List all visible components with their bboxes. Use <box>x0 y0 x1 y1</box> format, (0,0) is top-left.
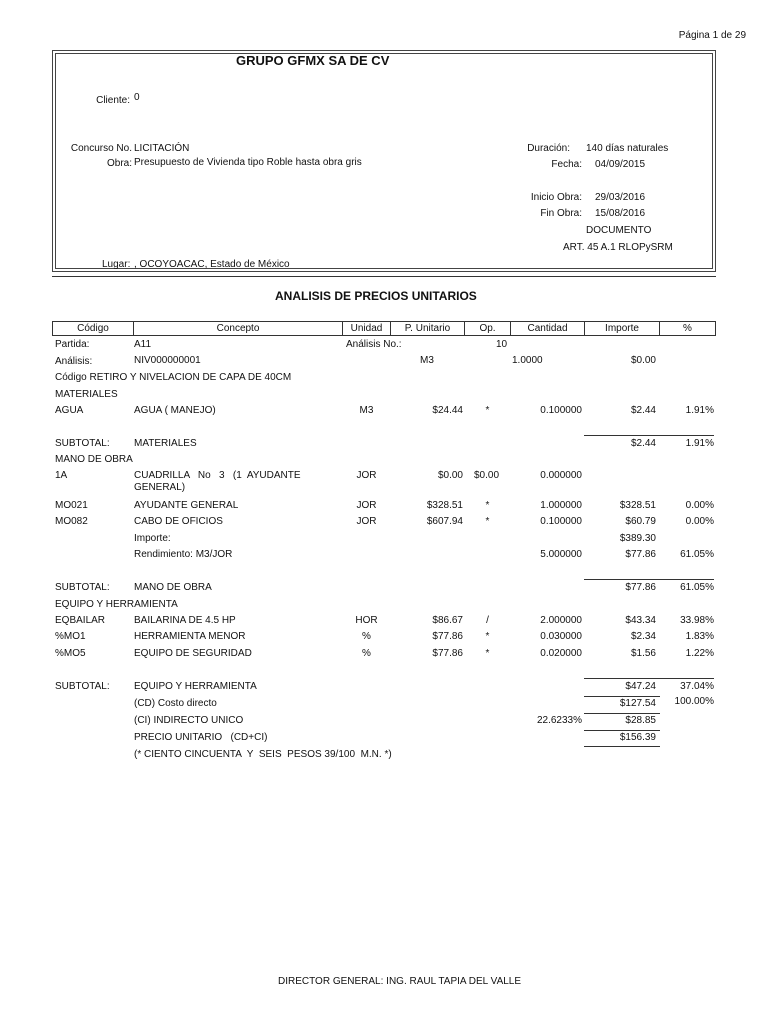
row-concept-continued: GENERAL) <box>134 482 186 493</box>
row-op: * <box>485 500 490 511</box>
row-code: 1A <box>55 470 68 481</box>
row-code: MO082 <box>55 516 88 527</box>
row-concept: HERRAMIENTA MENOR <box>134 631 246 642</box>
row-pu: $328.51 <box>426 500 463 511</box>
subtotal-rule <box>584 579 714 580</box>
subtotal-importe: $77.86 <box>625 582 656 593</box>
row-op: * <box>485 631 490 642</box>
row-pu: $24.44 <box>432 405 463 416</box>
row-pu: $607.94 <box>426 516 463 527</box>
row-unit: % <box>362 648 371 659</box>
partida-value: A11 <box>134 339 152 350</box>
row-unit: % <box>362 631 371 642</box>
importe-label: Importe: <box>134 533 171 544</box>
subtotal-name: MANO DE OBRA <box>134 582 212 593</box>
row-op: * <box>485 648 490 659</box>
subtotal-label: SUBTOTAL: <box>55 681 110 692</box>
ci-qty: 22.6233% <box>536 715 582 726</box>
row-pu: $0.00 <box>437 470 463 481</box>
precio-unitario-importe: $156.39 <box>619 732 656 743</box>
rendimiento-label: Rendimiento: M3/JOR <box>134 549 233 560</box>
rendimiento-pct: 61.05% <box>680 549 714 560</box>
row-importe: $60.79 <box>625 516 656 527</box>
totals-rule <box>584 713 660 714</box>
duracion-value: 140 días naturales <box>586 143 669 154</box>
subtotal-importe: $2.44 <box>630 438 656 449</box>
precio-unitario-label: PRECIO UNITARIO (CD+CI) <box>134 732 268 743</box>
ci-importe: $28.85 <box>625 715 656 726</box>
row-qty: 1.000000 <box>540 500 582 511</box>
analisis-label: Análisis: <box>55 356 93 367</box>
row-concept: BAILARINA DE 4.5 HP <box>134 615 236 626</box>
row-qty: 0.100000 <box>540 516 582 527</box>
documento-label: DOCUMENTO <box>586 225 652 236</box>
obra-value: Presupuesto de Vivienda tipo Roble hasta obra gris <box>134 157 362 168</box>
col-header-punitario: P. Unitario <box>390 321 465 336</box>
analisis-qty: 1.0000 <box>512 355 543 366</box>
row-pct: 0.00% <box>685 516 714 527</box>
obra-label: Obra: <box>106 158 132 169</box>
subtotal-rule <box>584 678 714 679</box>
inicio-label: Inicio Obra: <box>530 192 582 203</box>
footer-signature: DIRECTOR GENERAL: ING. RAUL TAPIA DEL VALLE <box>278 976 522 987</box>
row-concept: AGUA ( MANEJO) <box>134 405 216 416</box>
row-unit: JOR <box>356 516 377 527</box>
row-importe: $1.56 <box>630 648 656 659</box>
row-code: %MO5 <box>55 648 86 659</box>
cliente-value: 0 <box>134 92 140 103</box>
rendimiento-qty: 5.000000 <box>540 549 582 560</box>
mano-obra-heading: MANO DE OBRA <box>55 454 133 465</box>
row-pu: $77.86 <box>432 648 463 659</box>
cd-pct: 100.00% <box>674 696 714 707</box>
row-importe: $43.34 <box>625 615 656 626</box>
col-header-cantidad: Cantidad <box>510 321 585 336</box>
ci-label: (CI) INDIRECTO UNICO <box>134 715 244 726</box>
row-concept: CUADRILLA No 3 (1 AYUDANTE <box>134 470 301 481</box>
col-header-concepto: Concepto <box>133 321 343 336</box>
totals-rule <box>584 746 660 747</box>
row-code: EQBAILAR <box>55 615 106 626</box>
importe-value: $389.30 <box>619 533 656 544</box>
subtotal-pct: 61.05% <box>680 582 714 593</box>
totals-rule <box>584 730 660 731</box>
concurso-label: Concurso No. <box>70 143 132 154</box>
lugar-label: Lugar: <box>102 259 131 270</box>
row-unit: HOR <box>355 615 378 626</box>
col-header-unidad: Unidad <box>342 321 391 336</box>
lugar-value: , OCOYOACAC, Estado de México <box>134 259 290 270</box>
subtotal-name: MATERIALES <box>134 438 197 449</box>
fecha-value: 04/09/2015 <box>595 159 646 170</box>
fecha-label: Fecha: <box>551 159 582 170</box>
row-concept: CABO DE OFICIOS <box>134 516 223 527</box>
subtotal-label: SUBTOTAL: <box>55 438 110 449</box>
cd-importe: $127.54 <box>619 698 656 709</box>
row-unit: JOR <box>356 470 377 481</box>
row-qty: 2.000000 <box>540 615 582 626</box>
row-unit: JOR <box>356 500 377 511</box>
inicio-value: 29/03/2016 <box>595 192 646 203</box>
subtotal-importe: $47.24 <box>625 681 656 692</box>
row-pct: 1.83% <box>685 631 714 642</box>
codigo-description: Código RETIRO Y NIVELACION DE CAPA DE 40CM <box>55 372 292 383</box>
row-importe: $2.34 <box>630 631 656 642</box>
rendimiento-importe: $77.86 <box>625 549 656 560</box>
cd-label: (CD) Costo directo <box>134 698 217 709</box>
company-name: GRUPO GFMX SA DE CV <box>236 53 390 68</box>
row-pct: 0.00% <box>685 500 714 511</box>
row-concept: EQUIPO DE SEGURIDAD <box>134 648 252 659</box>
row-code: AGUA <box>55 405 84 416</box>
row-unit: M3 <box>359 405 374 416</box>
analisis-no-value: 10 <box>496 339 508 350</box>
cliente-label: Cliente: <box>96 95 130 106</box>
page-number: Página 1 de 29 <box>678 30 746 41</box>
col-header-codigo: Código <box>52 321 134 336</box>
subtotal-pct: 37.04% <box>680 681 714 692</box>
concurso-value: LICITACIÓN <box>134 143 190 154</box>
partida-label: Partida: <box>55 339 90 350</box>
fin-label: Fin Obra: <box>540 208 582 219</box>
analisis-value: NIV000000001 <box>134 355 201 366</box>
row-importe: $2.44 <box>630 405 656 416</box>
subtotal-name: EQUIPO Y HERRAMIENTA <box>134 681 257 692</box>
row-op: * <box>485 516 490 527</box>
row-code: MO021 <box>55 500 88 511</box>
articulo-label: ART. 45 A.1 RLOPySRM <box>563 242 673 253</box>
analisis-unit: M3 <box>420 355 434 366</box>
row-op: / <box>486 615 489 626</box>
analisis-no-label: Análisis No.: <box>346 339 402 350</box>
row-pu: $77.86 <box>432 631 463 642</box>
header-rule <box>52 276 716 277</box>
col-header-op: Op. <box>464 321 511 336</box>
row-code: %MO1 <box>55 631 86 642</box>
row-pu: $86.67 <box>432 615 463 626</box>
fin-value: 15/08/2016 <box>595 208 646 219</box>
subtotal-pct: 1.91% <box>685 438 714 449</box>
row-op: $0.00 <box>474 470 500 481</box>
col-header-importe: Importe <box>584 321 660 336</box>
page-title: ANALISIS DE PRECIOS UNITARIOS <box>275 289 477 303</box>
totals-rule <box>584 696 660 697</box>
row-concept: AYUDANTE GENERAL <box>134 500 239 511</box>
row-qty: 0.020000 <box>540 648 582 659</box>
row-pct: 1.22% <box>685 648 714 659</box>
analisis-importe: $0.00 <box>630 355 656 366</box>
row-pct: 1.91% <box>685 405 714 416</box>
duracion-label: Duración: <box>527 143 570 154</box>
row-qty: 0.000000 <box>540 470 582 481</box>
row-qty: 0.100000 <box>540 405 582 416</box>
importe-con-letra: (* CIENTO CINCUENTA Y SEIS PESOS 39/100 M.N. *) <box>134 749 392 760</box>
row-pct: 33.98% <box>680 615 714 626</box>
equipo-heading: EQUIPO Y HERRAMIENTA <box>55 599 178 610</box>
col-header-pct: % <box>659 321 716 336</box>
row-qty: 0.030000 <box>540 631 582 642</box>
row-op: * <box>485 405 490 416</box>
subtotal-label: SUBTOTAL: <box>55 582 110 593</box>
row-importe: $328.51 <box>619 500 656 511</box>
materiales-heading: MATERIALES <box>55 389 118 400</box>
subtotal-rule <box>584 435 714 436</box>
